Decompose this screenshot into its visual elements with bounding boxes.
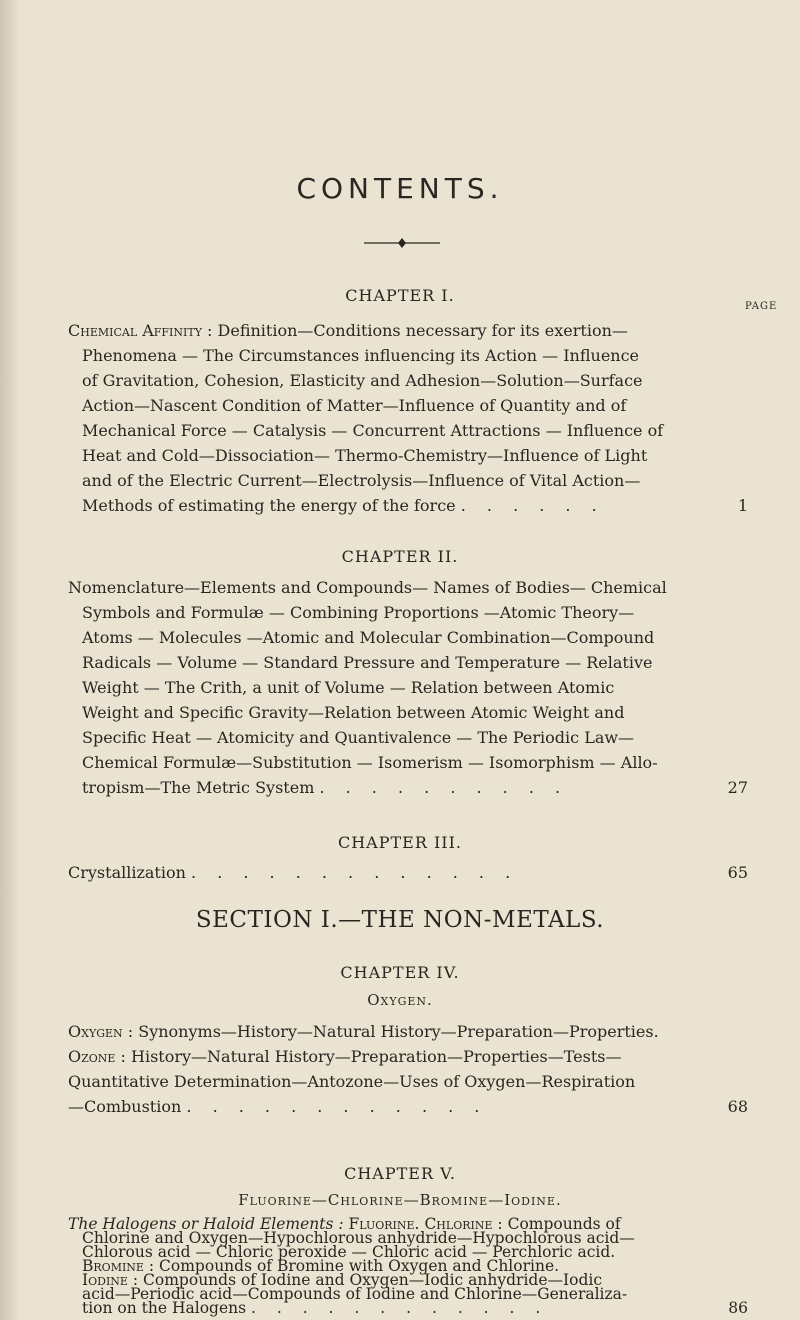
entry-lead: Ozone : [68,1047,126,1066]
toc-line: acid—Periodic acid—Compounds of Iodine and Chlorine—Generaliza- [82,1285,628,1303]
toc-line: Weight — The Crith, a unit of Volume — Relation between Atomic [82,678,615,697]
page-title: CONTENTS. [296,172,504,205]
chapter-4-subheading: Oxygen. [367,991,433,1009]
toc-line: Heat and Cold—Dissociation— Thermo-Chemistry—Influence of Light [82,446,648,465]
toc-line: Ozone : History—Natural History—Preparation—Properties—Tests— [68,1047,622,1066]
chapter-3-heading: CHAPTER III. [337,833,463,852]
page-number: 27 [727,778,748,797]
toc-line: Methods of estimating the energy of the force . . . . . . 1 [68,493,748,518]
page-number: 86 [728,1299,748,1317]
entry-lead: Chemical Affinity : [68,321,213,340]
toc-line: Nomenclature—Elements and Compounds— Names of Bodies— Chemical [68,578,667,597]
toc-line: of Gravitation, Cohesion, Elasticity and Adhesion—Solution—Surface [82,371,643,390]
chapter-2-entry [68,575,748,800]
toc-line: Phenomena — The Circumstances influencing its Action — Influence [82,346,640,365]
chapter-4-heading: CHAPTER IV. [340,963,460,982]
section-1-heading: SECTION I.—THE NON-METALS. [195,907,605,933]
toc-line: —Combustion . . . . . . . . . . . . 68 [68,1094,748,1119]
chapter-5-heading: CHAPTER V. [344,1164,456,1183]
toc-line: Bromine : Compounds of Bromine with Oxygen and Chlorine. [82,1257,560,1275]
toc-line: Mechanical Force — Catalysis — Concurrent Attractions — Influence of [82,421,664,440]
toc-line: Action—Nascent Condition of Matter—Influence of Quantity and of [82,396,627,415]
toc-line: and of the Electric Current—Electrolysis—Influence of Vital Action— [82,471,641,490]
chapter-1-heading: CHAPTER I. [345,286,455,305]
toc-line: Oxygen : Synonyms—History—Natural History—Preparation—Properties. [68,1022,659,1041]
chapter-1-entry [68,318,748,518]
entry-lead: The Halogens or Haloid Elements : [68,1215,344,1233]
toc-line: Chemical Affinity : Definition—Conditions necessary for its exertion— [68,321,628,340]
toc-line: Chemical Formulæ—Substitution — Isomerism — Isomorphism — Allo- [82,753,658,772]
toc-line: tropism—The Metric System . . . . . . . . . . 27 [68,775,748,800]
page-number: 65 [727,863,748,882]
toc-line: Quantitative Determination—Antozone—Uses of Oxygen—Respiration [68,1072,636,1091]
toc-line: Weight and Specific Gravity—Relation between Atomic Weight and [82,703,625,722]
toc-line: Symbols and Formulæ — Combining Proportions —Atomic Theory— [82,603,635,622]
chapter-4-entry [68,1019,748,1119]
toc-line: Chlorine and Oxygen—Hypochlorous anhydride—Hypochlorous acid— [82,1229,635,1247]
toc-line: tion on the Halogens . . . . . . . . . . . . 86 [82,1299,748,1317]
leader-dots: . . . . . . . . . . . . . [191,863,519,882]
page-number: 68 [727,1097,748,1116]
toc-line: Specific Heat — Atomicity and Quantivalence — The Periodic Law— [82,728,635,747]
leader-dots: . . . . . . . . . . . . [251,1299,549,1317]
toc-line: Chlorous acid — Chloric peroxide — Chloric acid — Perchloric acid. [82,1243,616,1261]
page-column-label: PAGE [745,301,778,312]
diamond-rule-ornament [364,238,440,248]
leader-dots: . . . . . . . . . . . . [186,1097,488,1116]
leader-dots: . . . . . . . . . . [319,778,569,797]
chapter-5-subheading: Fluorine—Chlorine—Bromine—Iodine. [238,1191,562,1209]
page-number: 1 [737,496,748,515]
toc-line: Atoms — Molecules —Atomic and Molecular Combination—Compound [82,628,655,647]
toc-line: Crystallization . . . . . . . . . . . . . 65 [68,860,748,885]
entry-lead: Oxygen : [68,1022,134,1041]
toc-line: The Halogens or Haloid Elements : Fluorine. Chlorine : Compounds of [68,1215,621,1233]
leader-dots: . . . . . . [460,496,605,515]
toc-line: Iodine : Compounds of Iodine and Oxygen—Iodic anhydride—Iodic [82,1271,603,1289]
chapter-3-entry [68,860,748,885]
chapter-2-heading: CHAPTER II. [341,547,459,566]
toc-line: Radicals — Volume — Standard Pressure and Temperature — Relative [82,653,653,672]
chapter-5-entry-body [68,1217,748,1315]
